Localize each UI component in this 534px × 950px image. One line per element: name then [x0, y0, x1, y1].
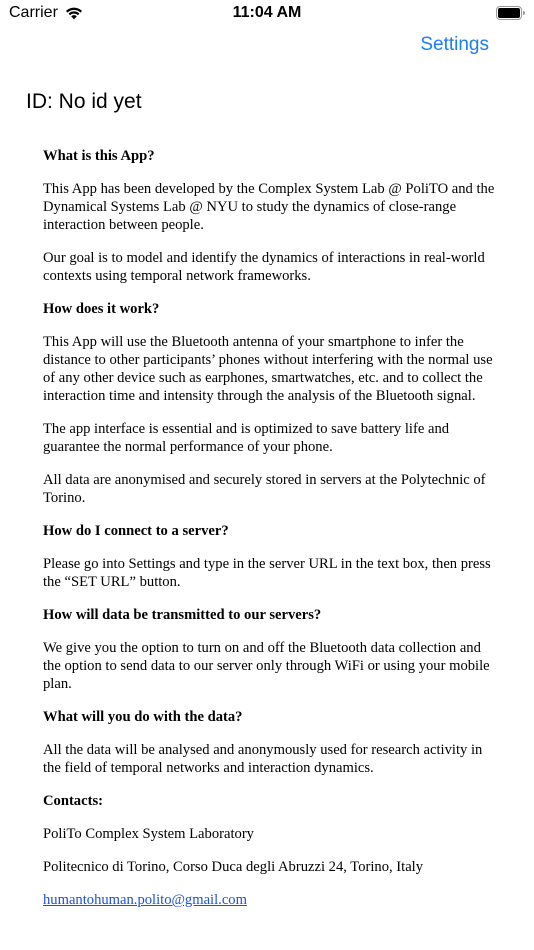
paragraph: Our goal is to model and identify the dynamics of interactions in real-world contexts using temporal network frameworks. [43, 250, 485, 284]
contact-email-row [43, 891, 498, 909]
info-text [43, 147, 498, 924]
question-heading: How does it work? [43, 301, 160, 317]
contact-lab-name: PoliTo Complex System Laboratory [43, 826, 254, 842]
paragraph: This App has been developed by the Complex System Lab @ PoliTO and the Dynamical Systems Lab @ NYU to study the dynamics of close-range interaction between people. [43, 181, 495, 233]
contact-address: Politecnico di Torino, Corso Duca degli Abruzzi 24, Torino, Italy [43, 859, 424, 875]
status-bar [0, 0, 534, 28]
navigation-bar [0, 28, 534, 66]
id-label: ID: No id yet [26, 90, 142, 113]
contacts-heading: Contacts: [43, 793, 103, 809]
paragraph: All the data will be analysed and anonymously used for research activity in the field of temporal networks and interaction dynamics. [43, 742, 483, 776]
question-heading: How do I connect to a server? [43, 523, 229, 539]
paragraph: We give you the option to turn on and off the Bluetooth data collection and the option to send data to our server only through WiFi or using your mobile plan. [43, 640, 490, 692]
paragraph: All data are anonymised and securely stored in servers at the Polytechnic of Torino. [43, 472, 486, 506]
paragraph: This App will use the Bluetooth antenna of your smartphone to infer the distance to other participants’ phones without interfering with the normal use of any other device such as earphones, smartwatches, etc. and to collect the interaction time and intensity through the analysis of the Bluetooth signal. [43, 334, 493, 404]
battery-icon [496, 6, 526, 20]
paragraph: The app interface is essential and is optimized to save battery life and guarantee the normal performance of your phone. [43, 421, 450, 455]
contact-email-link[interactable]: humantohuman.polito@gmail.com [43, 892, 247, 908]
paragraph: Please go into Settings and type in the server URL in the text box, then press the “SET URL” button. [43, 556, 491, 590]
settings-button[interactable]: Settings [420, 34, 489, 55]
carrier-label: Carrier [9, 4, 58, 21]
clock: 11:04 AM [232, 4, 302, 21]
question-heading: How will data be transmitted to our servers? [43, 607, 322, 623]
question-heading: What will you do with the data? [43, 709, 243, 725]
question-heading: What is this App? [43, 148, 155, 164]
